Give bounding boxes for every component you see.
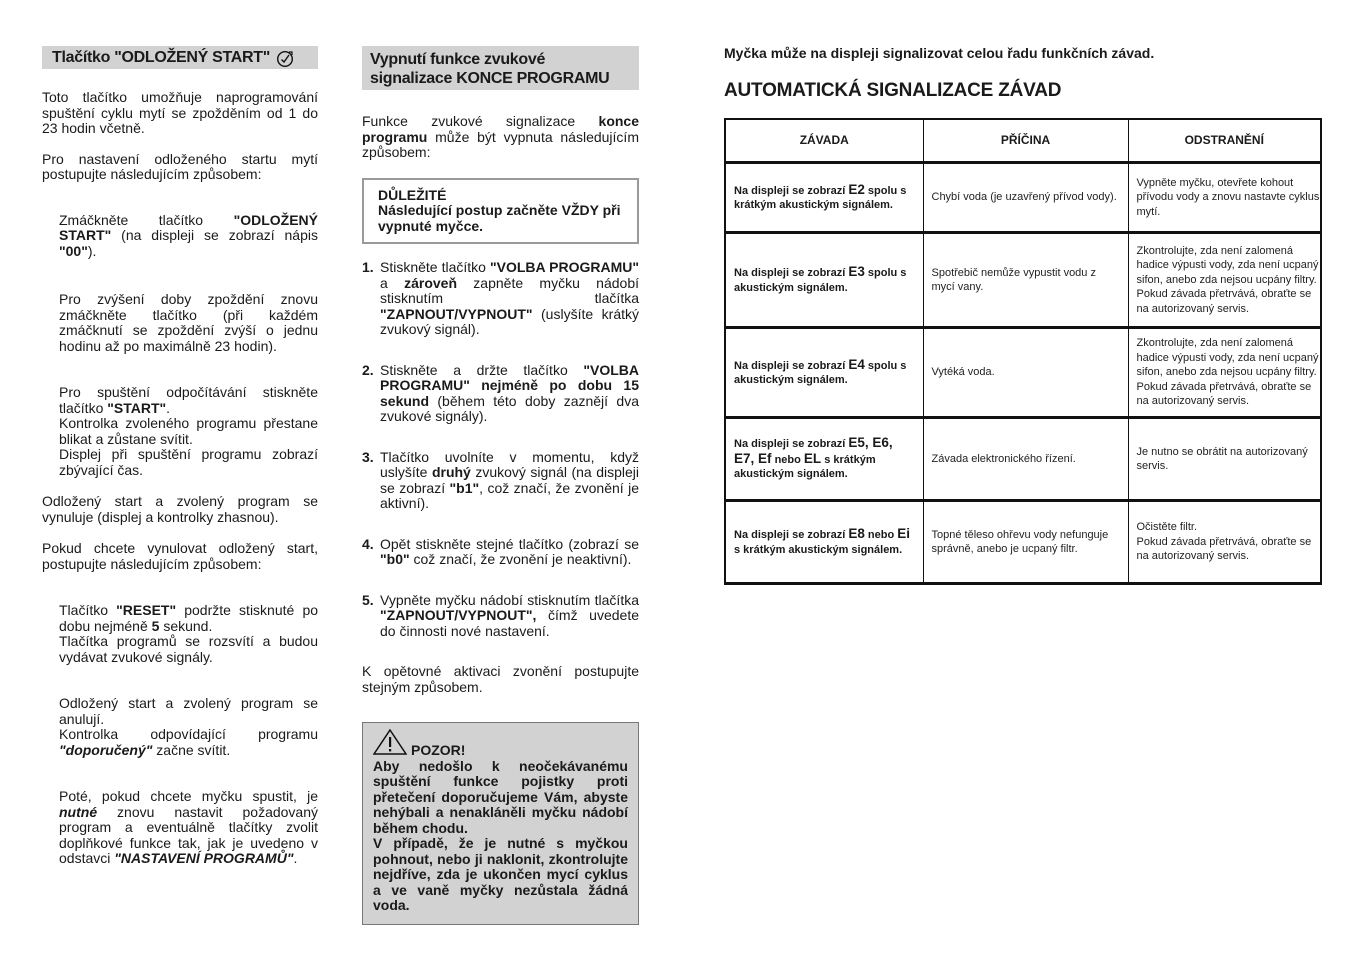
fault-cell: Na displeji se zobrazí E3 spolu s akustickým signálem. [725, 233, 923, 328]
cause-cell: Závada elektronického řízení. [923, 418, 1128, 501]
cause-cell: Topné těleso ohřevu vody nefunguje správně, anebo je ucpaný filtr. [923, 501, 1128, 584]
section-heading-delayed-start [42, 46, 318, 69]
section-heading-fault-signalling: AUTOMATICKÁ SIGNALIZACE ZÁVAD [724, 79, 1062, 101]
important-text: Následující postup začněte VŽDY při vypnuté myčce. [378, 202, 621, 234]
paragraph: Funkce zvukové signalizace konce programu může být vypnuta následujícím způsobem: [362, 113, 639, 160]
paragraph: Pro nastavení odloženého startu mytí postupujte následujícím způsobem: [42, 150, 318, 182]
paragraph: Zmáčkněte tlačítko "ODLOŽENÝ START" (na displeji se zobrazí nápis "00"). [59, 211, 318, 259]
paragraph: Odložený start a zvolený program se vynuluje (displej a kontrolky zhasnou). [42, 493, 318, 525]
warning-box [362, 722, 639, 925]
fix-cell: Očistěte filtr. Pokud závada přetrvává, obraťte se na autorizovaný servis. [1128, 501, 1321, 584]
cause-cell: Vytéká voda. [923, 328, 1128, 418]
table-row [725, 501, 1321, 584]
intro-text: Myčka může na displeji signalizovat celou řadu funkčních závad. [724, 45, 1155, 61]
list-item: 5. Vypněte myčku nádobí stisknutím tlačítka "ZAPNOUT/VYPNOUT", čímž uvedete do činnosti nové nastavení. [362, 591, 639, 639]
table-header-row [725, 119, 1321, 163]
warning-title-row [373, 729, 628, 759]
list-item: 1. Stiskněte tlačítko "VOLBA PROGRAMU" a zároveň zapněte myčku nádobí stisknutím tlačítka "ZAPNOUT/VYPNOUT" (uslyšíte krátký zvukový signál). [362, 259, 640, 337]
column-fault-signalling [724, 46, 1324, 585]
paragraph: Toto tlačítko umožňuje naprogramování spuštění cyklu mytí se zpožděním od 1 do 23 hodin včetně. [42, 89, 318, 136]
paragraph: Pokud chcete vynulovat odložený start, postupujte následujícím způsobem: [42, 540, 318, 572]
important-title: DŮLEŽITÉ [378, 186, 447, 203]
warning-text: Aby nedošlo k neočekávanému spuštění funkce pojistky proti přetečení doporučujeme Vám, abyste nehýbali a nenakláněli myčku nádobí během chodu. [373, 757, 628, 836]
paragraph: Tlačítko "RESET" podržte stisknuté po dobu nejméně 5 sekund. Tlačítka programů se rozsvítí a budou vydávat zvukové signály. [59, 602, 319, 665]
column-delayed-start [42, 46, 318, 867]
column-header-fix: ODSTRANĚNÍ [1128, 119, 1321, 163]
cause-cell: Chybí voda (je uzavřený přívod vody). [923, 163, 1128, 233]
table-row [725, 418, 1321, 501]
column-header-fault: ZÁVADA [725, 119, 923, 163]
paragraph: Pro spuštění odpočítávání stiskněte tlačítko "START". Kontrolka zvoleného programu přestane blikat a zůstane svítit. Displej při spuštění programu zobrazí zbývající čas. [59, 384, 318, 478]
fault-cell: Na displeji se zobrazí E2 spolu s krátkým akustickým signálem. [725, 163, 923, 233]
section-heading-end-signal: Vypnutí funkce zvukové signalizace KONCE PROGRAMU [362, 46, 639, 90]
warning-triangle-icon [373, 729, 407, 759]
fault-cell: Na displeji se zobrazí E4 spolu s akustickým signálem. [725, 328, 923, 418]
column-header-cause: PŘÍČINA [923, 119, 1128, 163]
warning-text: V případě, že je nutné s myčkou pohnout, nebo ji naklonit, zkontrolujte nejdříve, zda je ukončen mycí cyklus a ve vaně myčky nezůstala žádná voda. [373, 835, 628, 913]
list-item: 4. Opět stiskněte stejné tlačítko (zobrazí se "b0" což značí, že zvonění je neaktivní). [362, 535, 639, 567]
paragraph: Pro zvýšení doby zpoždění znovu zmáčkněte tlačítko (při každém zmáčknutí se zpoždění zvýší o jednu hodinu až po maximálně 23 hodin). [59, 291, 318, 354]
delayed-start-clock-icon [276, 50, 292, 66]
fix-cell: Je nutno se obrátit na autorizovaný servis. [1128, 418, 1321, 501]
important-notice-box [362, 178, 639, 245]
fix-cell: Vypněte myčku, otevřete kohout přívodu vody a znovu nastavte cyklus mytí. [1128, 163, 1321, 233]
warning-title: POZOR! [411, 742, 466, 758]
heading-text: Tlačítko "ODLOŽENÝ START" [52, 49, 271, 66]
list-item: 3. Tlačítko uvolníte v momentu, když uslyšíte druhý zvukový signál (na displeji se zobrazí "b1", což značí, že zvonění je aktivní). [362, 448, 639, 511]
table-row [725, 233, 1321, 328]
paragraph: Poté, pokud chcete myčku spustit, je nutné znovu nastavit požadovaný program a eventuálně tlačítky zvolit doplňkové funkce tak, jak je uvedeno v odstavci "NASTAVENÍ PROGRAMŮ". [59, 788, 318, 866]
table-row [725, 328, 1321, 418]
fix-cell: Zkontrolujte, zda není zalomená hadice výpusti vody, zda není ucpaný sifon, anebo zda nejsou ucpány filtry. Pokud závada přetrvává, obraťte se na autorizovaný servis. [1128, 328, 1321, 418]
paragraph: Odložený start a zvolený program se anulují. Kontrolka odpovídající programu "doporučený" začne svítit. [59, 695, 318, 758]
fix-cell: Zkontrolujte, zda není zalomená hadice výpusti vody, zda není ucpaný sifon, anebo zda nejsou ucpány filtry. Pokud závada přetrvává, obraťte se na autorizovaný servis. [1128, 233, 1321, 328]
fault-cell: Na displeji se zobrazí E5, E6, E7, Ef nebo EL s krátkým akustickým signálem. [725, 418, 923, 501]
fault-cell: Na displeji se zobrazí E8 nebo Ei s krátkým akustickým signálem. [725, 501, 923, 584]
list-item: 2. Stiskněte a držte tlačítko "VOLBA PROGRAMU" nejméně po dobu 15 sekund (během této doby zaznějí dva zvukové signály). [362, 361, 639, 424]
column-end-of-program-signal [362, 46, 639, 925]
paragraph: K opětovné aktivaci zvonění postupujte stejným způsobem. [362, 663, 639, 695]
table-row [725, 163, 1321, 233]
cause-cell: Spotřebič nemůže vypustit vodu z mycí vany. [923, 233, 1128, 328]
fault-table [724, 118, 1322, 586]
steps-list [362, 260, 639, 639]
